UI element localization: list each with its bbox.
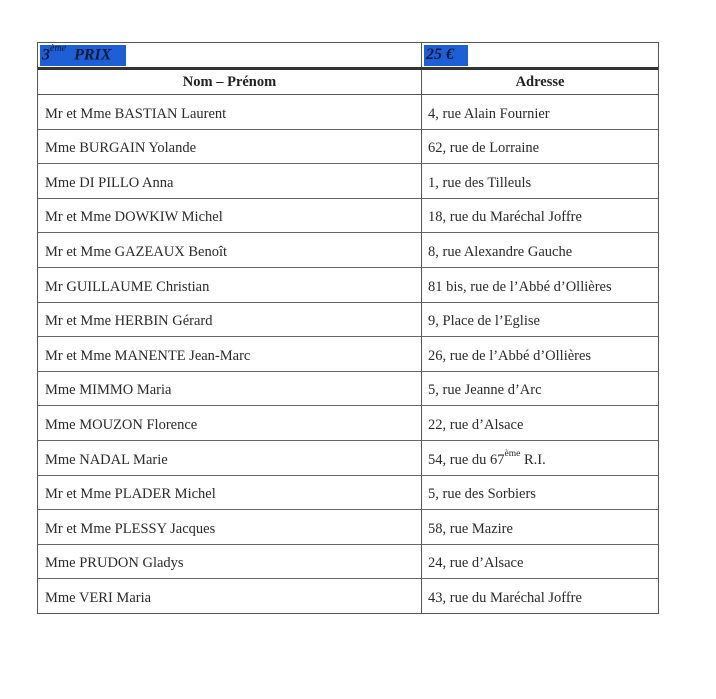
column-header-name: Nom – Prénom [38, 70, 422, 94]
table-row [38, 337, 658, 372]
resident-name: Mr GUILLAUME Christian [38, 268, 422, 302]
resident-address: 5, rue des Sorbiers [428, 486, 536, 503]
resident-address: 62, rue de Lorraine [428, 140, 540, 157]
table-row [38, 406, 658, 441]
prize-header-row [38, 43, 658, 70]
resident-address: 4, rue Alain Fournier [428, 105, 550, 122]
table-row [38, 233, 658, 268]
resident-address: 24, rue d’Alsace [428, 555, 524, 572]
resident-name: Mme NADAL Marie [38, 441, 422, 475]
resident-name: Mme VERI Maria [38, 579, 422, 613]
column-header-address: Adresse [515, 73, 565, 90]
prize-amount: 25 € [426, 46, 454, 63]
column-header-row [38, 70, 658, 95]
table-row [38, 95, 658, 130]
resident-name: Mr et Mme HERBIN Gérard [38, 303, 422, 337]
resident-name: Mr et Mme MANENTE Jean-Marc [38, 337, 422, 371]
prize-amount-cell [422, 43, 658, 67]
resident-address: 43, rue du Maréchal Joffre [428, 589, 582, 606]
table-row [38, 372, 658, 407]
resident-address: 1, rue des Tilleuls [428, 174, 532, 191]
resident-address: 5, rue Jeanne d’Arc [428, 382, 542, 399]
resident-name: Mr et Mme BASTIAN Laurent [38, 95, 422, 129]
table-row [38, 130, 658, 165]
resident-name: Mr et Mme GAZEAUX Benoît [38, 233, 422, 267]
resident-address: 8, rue Alexandre Gauche [428, 243, 573, 260]
resident-name: Mr et Mme PLADER Michel [38, 476, 422, 510]
table-row [38, 164, 658, 199]
resident-name: Mme BURGAIN Yolande [38, 130, 422, 164]
table-row [38, 303, 658, 338]
resident-address: 22, rue d’Alsace [428, 416, 524, 433]
resident-name: Mme MIMMO Maria [38, 372, 422, 406]
resident-name: Mme DI PILLO Anna [38, 164, 422, 198]
resident-name: Mme MOUZON Florence [38, 406, 422, 440]
resident-address: 58, rue Mazire [428, 520, 513, 537]
table-row [38, 476, 658, 511]
table-row [38, 199, 658, 234]
resident-name: Mr et Mme DOWKIW Michel [38, 199, 422, 233]
prize-rank-label: 3ème PRIX [42, 43, 112, 64]
prize-table [37, 42, 659, 614]
resident-address: 18, rue du Maréchal Joffre [428, 209, 582, 226]
table-body [38, 95, 658, 613]
table-row [38, 268, 658, 303]
resident-address: 26, rue de l’Abbé d’Ollières [428, 347, 592, 364]
resident-address: 9, Place de l’Eglise [428, 313, 540, 330]
table-row [38, 579, 658, 613]
table-row [38, 545, 658, 580]
table-row [38, 441, 658, 476]
table-row [38, 510, 658, 545]
prize-rank-cell [38, 43, 422, 67]
resident-address: 54, rue du 67ème R.I. [428, 448, 546, 468]
resident-name: Mme PRUDON Gladys [38, 545, 422, 579]
resident-address: 81 bis, rue de l’Abbé d’Ollières [428, 278, 612, 295]
resident-name: Mr et Mme PLESSY Jacques [38, 510, 422, 544]
